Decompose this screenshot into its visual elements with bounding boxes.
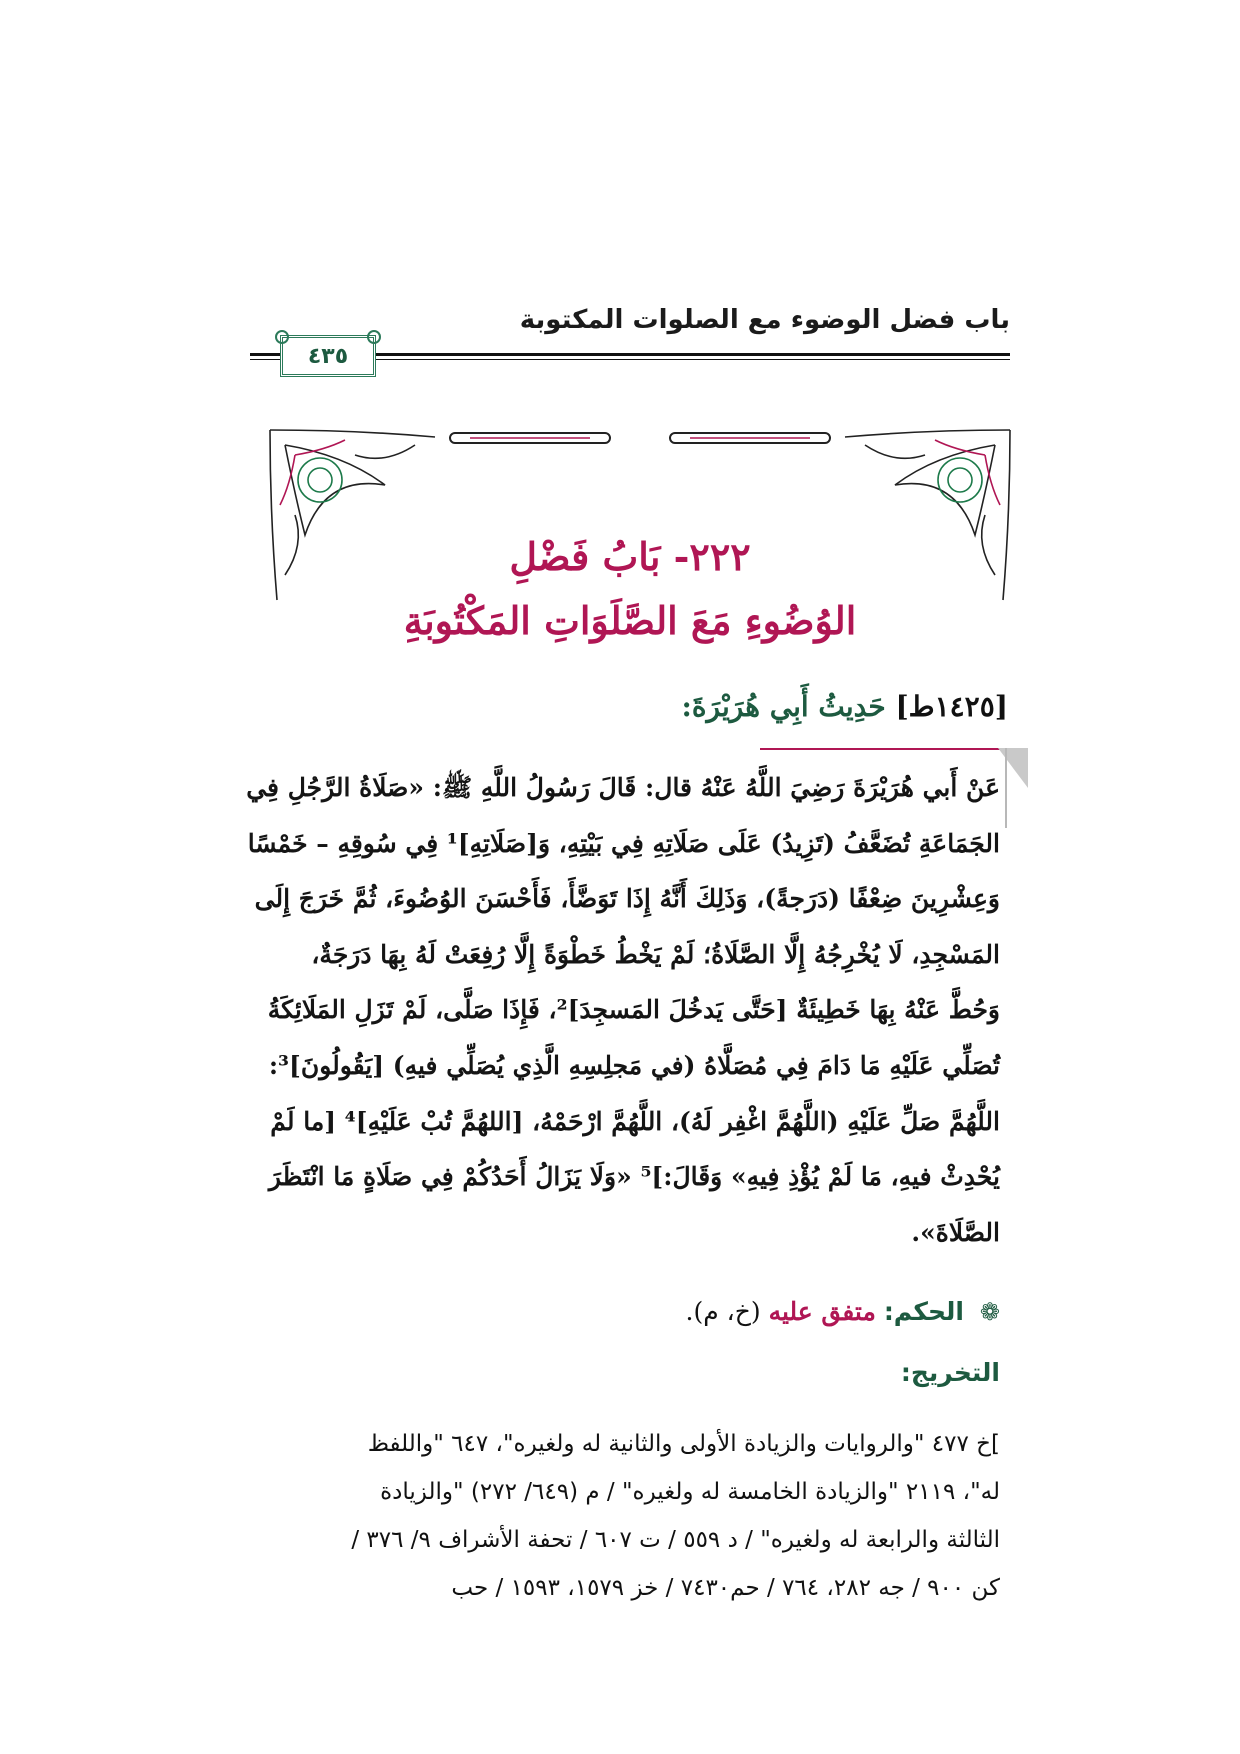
running-header bbox=[250, 305, 1010, 369]
hadith-line: تُصَلِّي عَلَيْهِ مَا دَامَ فِي مُصَلَّاهُ (في مَجلِسِهِ الَّذِي يُصَلِّي فيهِ) [يَقُولُونَ]³: bbox=[268, 1050, 1000, 1080]
chapter-title-line2: الوُضُوءِ مَعَ الصَّلَوَاتِ المَكْتُوبَةِ bbox=[403, 598, 857, 643]
hadith-text bbox=[232, 760, 1000, 1260]
hadith-line: المَسْجِدِ، لَا يُخْرِجُهُ إِلَّا الصَّلَاةُ؛ لَمْ يَخْطُ خَطْوَةً إِلَّا رُفِعَتْ لَهُ بِهَا دَرَجَةٌ، bbox=[311, 939, 1000, 969]
ruling-label: الحكم: bbox=[883, 1297, 964, 1326]
ruling bbox=[686, 1297, 1000, 1326]
ornament-bars bbox=[450, 433, 830, 443]
page-number: ٤٣٥ bbox=[307, 343, 349, 369]
takhrij-line: له"، ٢١١٩ "والزيادة الخامسة له ولغيره" / م (٦٤٩/ ٢٧٢) "والزيادة bbox=[380, 1479, 1000, 1505]
hadith-line: يُحْدِثْ فيهِ، مَا لَمْ يُؤْذِ فِيهِ» وَقَالَ:]⁵ «وَلَا يَزَالُ أَحَدُكُمْ فِي صَلَاةٍ مَا انْتَظَرَ bbox=[268, 1162, 1000, 1192]
hadith-line: عَنْ أَبي هُرَيْرَةَ رَضِيَ اللَّهُ عَنْهُ قال: قَالَ رَسُولُ اللَّهِ ﷺ: «صَلَاةُ الرَّجُلِ فِي bbox=[246, 773, 1000, 802]
heading-underline bbox=[760, 748, 1000, 750]
hadith-line: وَعِشْرِينَ ضِعْفًا (دَرَجةً)، وَذَلِكَ أَنَّهُ إِذَا تَوَضَّأَ، فَأَحْسَنَ الوُضُوءَ، ثُمَّ خَرَجَ إِلَى bbox=[254, 884, 1000, 914]
hadith-line: اللَّهُمَّ صَلِّ عَلَيْهِ (اللَّهُمَّ اغْفِر لَهُ)، اللَّهُمَّ ارْحَمْهُ، [اللهُمَّ تُبْ عَلَيْهِ]⁴ [ما لَمْ bbox=[270, 1106, 1000, 1136]
takhrij-line: الثالثة والرابعة له ولغيره" / د ٥٥٩ / ت ٦٠٧ / تحفة الأشراف ٩/ ٣٧٦ / bbox=[351, 1527, 1000, 1553]
hadith-heading bbox=[682, 690, 1008, 723]
hadith-heading-text: حَدِيثُ أَبِي هُرَيْرَةَ: bbox=[681, 690, 886, 723]
corner-decoration-line bbox=[1005, 748, 1007, 828]
takhrij-line: ]خ ٤٧٧ "والروايات والزيادة الأولى والثانية له ولغيره"، ٦٤٧ "واللفظ bbox=[367, 1431, 1000, 1457]
chapter-title bbox=[250, 525, 1010, 653]
chapter-title-line1: ٢٢٢- بَابُ فَضْلِ bbox=[509, 534, 751, 579]
ruling-value: متفق عليه bbox=[768, 1297, 876, 1326]
flower-icon: ❁ bbox=[979, 1298, 1000, 1326]
corner-decoration bbox=[998, 748, 1028, 788]
takhrij-label: التخريج: bbox=[900, 1358, 1000, 1387]
page-number-badge bbox=[280, 335, 376, 377]
takhrij-line: كن ٩٠٠ / جه ٢٨٢، ٧٦٤ / حم٧٤٣٠ / خز ١٥٧٩، ١٥٩٣ / حب bbox=[451, 1575, 1000, 1601]
hadith-number: [١٤٢٥ط] bbox=[895, 690, 1008, 723]
hadith-line: الجَمَاعَةِ تُضَعَّفُ (تَزِيدُ) عَلَى صَلَاتِهِ فِي بَيْتِهِ، وَ[صَلَاتِهِ]¹ فِي سُوقِهِ – خَمْسًا bbox=[247, 828, 1000, 858]
hadith-line: وَحُطَّ عَنْهُ بِهَا خَطِيئَةٌ [حَتَّى يَدخُلَ المَسجِدَ]²، فَإِذَا صَلَّى، لَمْ تَزَلِ المَلَائِكَةُ bbox=[267, 995, 1000, 1025]
takhrij-text bbox=[232, 1420, 1000, 1612]
running-title: باب فضل الوضوء مع الصلوات المكتوبة bbox=[519, 305, 1010, 335]
hadith-line: الصَّلَاةَ». bbox=[911, 1217, 1000, 1247]
ruling-sources: (خ، م). bbox=[685, 1297, 761, 1326]
